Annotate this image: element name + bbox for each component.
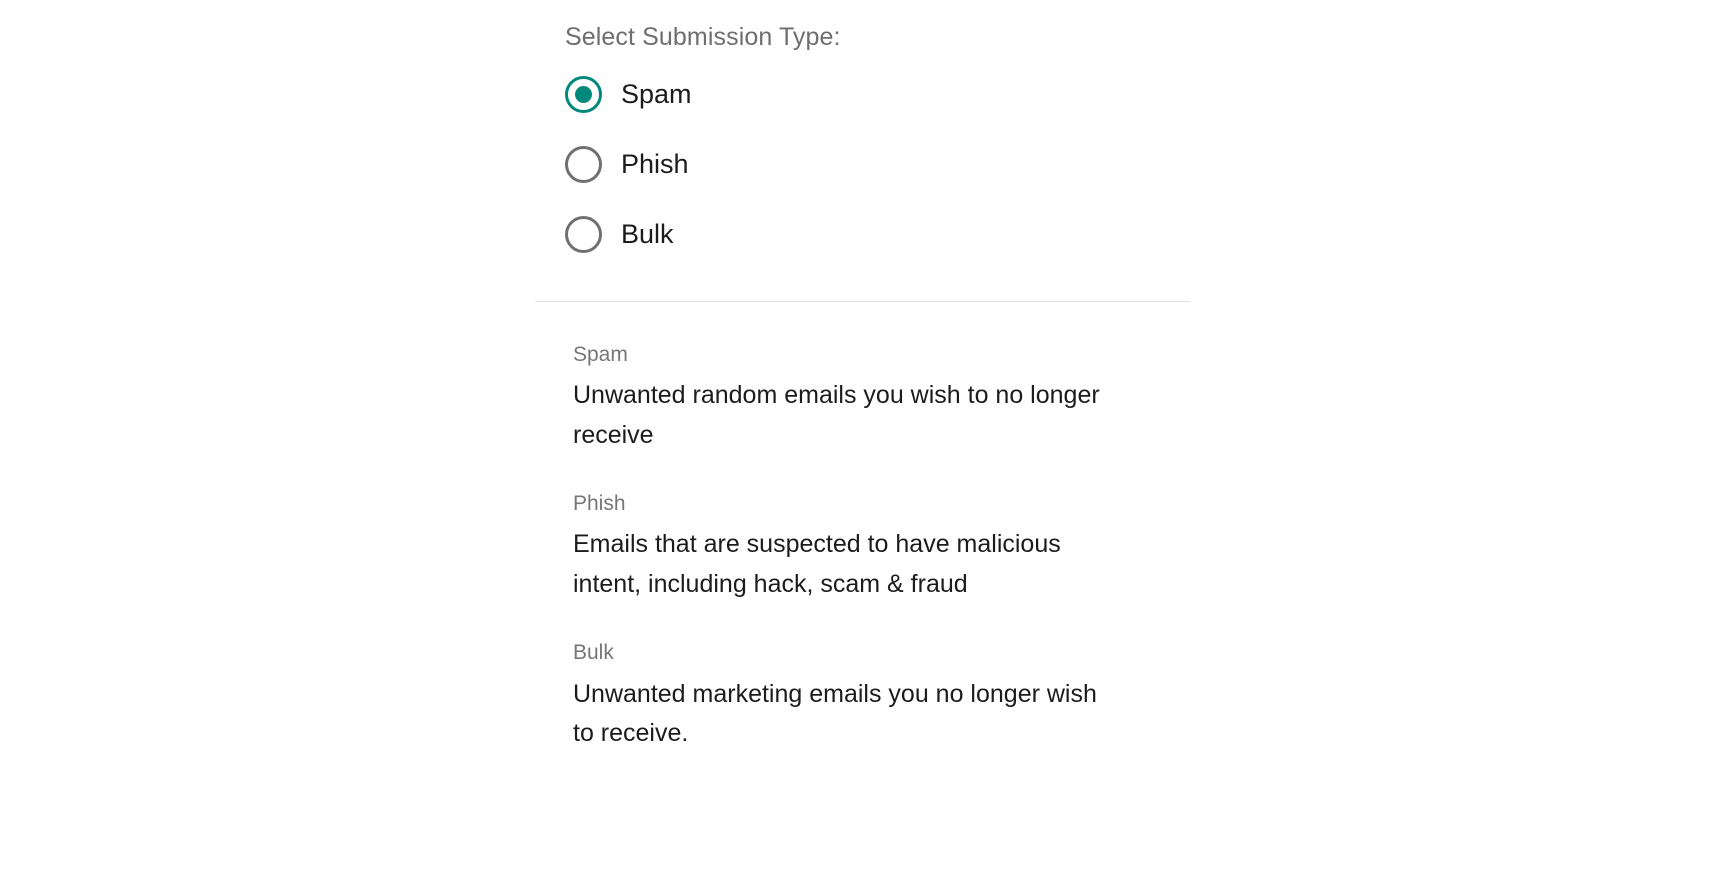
radio-selected-dot-icon <box>575 226 592 243</box>
radio-option-label: Bulk <box>621 218 674 249</box>
description-item <box>573 491 1195 604</box>
description-text: Unwanted marketing emails you no longer wish to receive. <box>573 679 1097 748</box>
radio-option-label: Phish <box>621 148 689 179</box>
radio-selected-dot-icon <box>575 156 592 173</box>
radio-option-label: Spam <box>621 78 692 109</box>
radio-option-bulk[interactable] <box>565 208 1195 260</box>
submission-type-radio-group[interactable] <box>535 68 1195 260</box>
description-item <box>573 640 1195 753</box>
description-text: Unwanted random emails you wish to no longer receive <box>573 381 1100 449</box>
page-title: Select Submission Type: <box>565 23 841 51</box>
section-divider <box>535 301 1190 302</box>
description-term: Bulk <box>573 641 614 665</box>
submission-type-form <box>535 0 1195 754</box>
radio-option-spam[interactable] <box>565 68 1195 120</box>
radio-button-icon[interactable] <box>565 76 602 113</box>
radio-option-phish[interactable] <box>565 138 1195 190</box>
description-term: Spam <box>573 343 628 366</box>
radio-button-icon[interactable] <box>565 146 602 183</box>
description-text: Emails that are suspected to have malicious intent, including hack, scam & fraud <box>573 530 1061 598</box>
radio-button-icon[interactable] <box>565 216 602 253</box>
description-item <box>573 342 1195 455</box>
description-term: Phish <box>573 492 626 516</box>
radio-selected-dot-icon <box>575 86 592 103</box>
submission-type-descriptions <box>535 342 1195 754</box>
